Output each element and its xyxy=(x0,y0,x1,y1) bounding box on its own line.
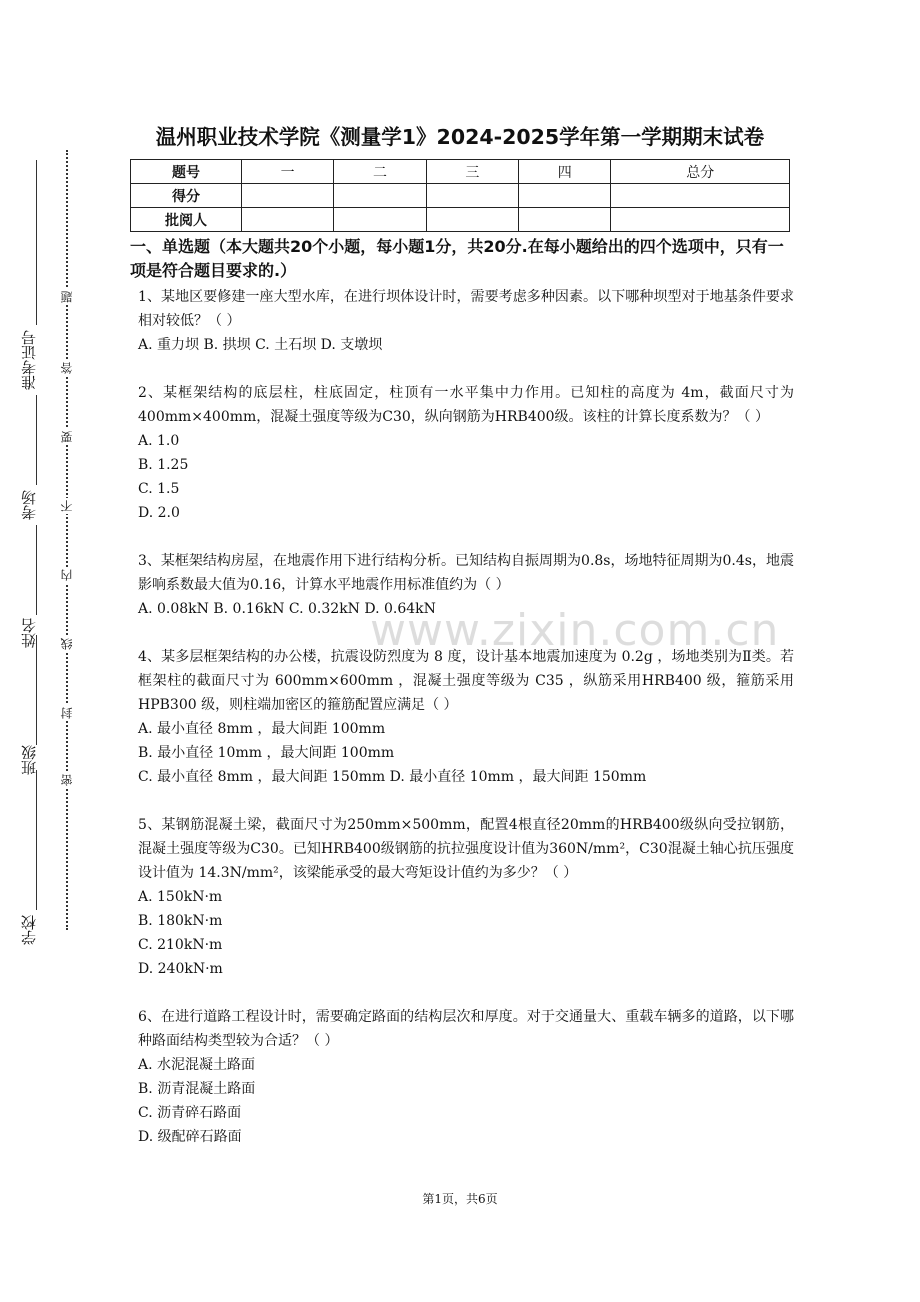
page-number: 第1页，共6页 xyxy=(422,1192,498,1206)
score-cell[interactable] xyxy=(611,184,790,208)
name-field-line[interactable] xyxy=(36,525,37,615)
seal-char: 答 xyxy=(60,362,74,374)
question-1 xyxy=(138,285,794,357)
table-header-cell: 总分 xyxy=(611,160,790,184)
question-options: A. 0.08kN B. 0.16kN C. 0.32kN D. 0.64kN xyxy=(138,601,436,617)
table-header-cell: 四 xyxy=(519,160,611,184)
watermark: www.zixin.com.cn xyxy=(370,605,780,656)
class-field-line[interactable] xyxy=(36,635,37,745)
option-b: B. 沥青混凝土路面 xyxy=(138,1081,256,1097)
seal-char: 密 xyxy=(60,774,74,786)
option-d: D. 级配碎石路面 xyxy=(138,1129,242,1145)
option-d: D. 2.0 xyxy=(138,505,180,521)
option-c: C. 210kN·m xyxy=(138,937,223,953)
table-header-cell: 题号 xyxy=(131,160,242,184)
table-header-cell: 三 xyxy=(426,160,518,184)
seal-char: 内 xyxy=(60,569,74,581)
score-cell[interactable] xyxy=(426,184,518,208)
option-b: B. 最小直径 10mm ，最大间距 100mm xyxy=(138,745,395,761)
question-stem: 6、在进行道路工程设计时，需要确定路面的结构层次和厚度。对于交通量大、重载车辆多的道路，以下哪种路面结构类型较为合适？（ ） xyxy=(138,1009,794,1049)
question-5 xyxy=(138,813,794,981)
seal-dotted-line xyxy=(66,150,68,930)
table-header-cell: 二 xyxy=(334,160,426,184)
class-field-label: 班级 xyxy=(20,745,38,775)
table-row xyxy=(131,184,790,208)
school-field-label: 学校 xyxy=(20,915,38,945)
score-cell[interactable] xyxy=(334,184,426,208)
score-cell[interactable] xyxy=(519,184,611,208)
question-stem: 4、某多层框架结构的办公楼，抗震设防烈度为 8 度，设计基本地震加速度为 0.2g ，场地类别为Ⅱ类。若框架柱的截面尺寸为 600mm×600mm ，混凝土强度等级为 C35 ，纵筋采用HRB400 级，箍筋采用 HPB300 级，则柱端加密区的箍筋配置应满足（ ） xyxy=(138,649,794,713)
option-b: B. 180kN·m xyxy=(138,913,223,929)
table-row xyxy=(131,160,790,184)
option-c: C. 1.5 xyxy=(138,481,180,497)
name-field-label: 姓名 xyxy=(20,618,38,648)
grader-cell[interactable] xyxy=(426,208,518,232)
option-b: B. 1.25 xyxy=(138,457,189,473)
page-title: 温州职业技术学院《测量学1》2024-2025学年第一学期期末试卷 xyxy=(155,125,765,149)
question-stem: 5、某钢筋混凝土梁，截面尺寸为250mm×500mm，配置4根直径20mm的HRB400级纵向受拉钢筋，混凝土强度等级为C30。已知HRB400级钢筋的抗拉强度设计值为360N/mm²，C30混凝土轴心抗压强度设计值为 14.3N/mm²，该梁能承受的最大弯矩设计值约为多少？（ ） xyxy=(138,817,794,881)
table-row xyxy=(131,208,790,232)
binding-margin xyxy=(0,140,90,960)
question-2 xyxy=(138,381,794,525)
question-stem: 3、某框架结构房屋，在地震作用下进行结构分析。已知结构自振周期为0.8s，场地特征周期为0.4s，地震影响系数最大值为0.16，计算水平地震作用标准值约为（ ） xyxy=(138,553,794,593)
table-row-label: 得分 xyxy=(131,184,242,208)
question-options: A. 重力坝 B. 拱坝 C. 土石坝 D. 支墩坝 xyxy=(138,337,383,353)
question-6 xyxy=(138,1005,794,1149)
option-a: A. 水泥混凝土路面 xyxy=(138,1057,256,1073)
seal-char: 封 xyxy=(60,707,74,719)
question-4 xyxy=(138,645,794,789)
option-d: D. 240kN·m xyxy=(138,961,223,977)
table-header-cell: 一 xyxy=(242,160,334,184)
option-a: A. 最小直径 8mm ，最大间距 100mm xyxy=(138,721,386,737)
table-row-label: 批阅人 xyxy=(131,208,242,232)
exam-room-field-label: 考场 xyxy=(20,490,38,520)
grader-cell[interactable] xyxy=(611,208,790,232)
option-a: A. 150kN·m xyxy=(138,889,223,905)
section-heading: 一、单选题（本大题共20个小题，每小题1分，共20分.在每小题给出的四个选项中，只有一项是符合题目要求的.） xyxy=(130,237,784,280)
question-content xyxy=(130,235,794,1173)
exam-room-field-line[interactable] xyxy=(36,395,37,485)
seal-char: 不 xyxy=(60,500,74,512)
seal-char: 要 xyxy=(60,431,74,443)
school-field-line[interactable] xyxy=(36,770,37,910)
grader-cell[interactable] xyxy=(242,208,334,232)
option-c: C. 沥青碎石路面 xyxy=(138,1105,242,1121)
option-c-d: C. 最小直径 8mm ，最大间距 150mm D. 最小直径 10mm ，最大间距 150mm xyxy=(138,769,647,785)
score-table xyxy=(130,159,790,232)
admission-number-field-label: 准考证号 xyxy=(20,330,38,390)
question-stem: 2、某框架结构的底层柱，柱底固定，柱顶有一水平集中力作用。已知柱的高度为 4m，截面尺寸为400mm×400mm，混凝土强度等级为C30，纵向钢筋为HRB400级。该柱的计算长度系数为？（ ） xyxy=(138,385,794,425)
grader-cell[interactable] xyxy=(519,208,611,232)
seal-char: 题 xyxy=(60,291,74,303)
option-a: A. 1.0 xyxy=(138,433,180,449)
question-stem: 1、某地区要修建一座大型水库，在进行坝体设计时，需要考虑多种因素。以下哪种坝型对于地基条件要求相对较低？（ ） xyxy=(138,289,794,329)
seal-char: 线 xyxy=(60,638,74,650)
grader-cell[interactable] xyxy=(334,208,426,232)
admission-number-field-line[interactable] xyxy=(36,160,37,325)
score-cell[interactable] xyxy=(242,184,334,208)
